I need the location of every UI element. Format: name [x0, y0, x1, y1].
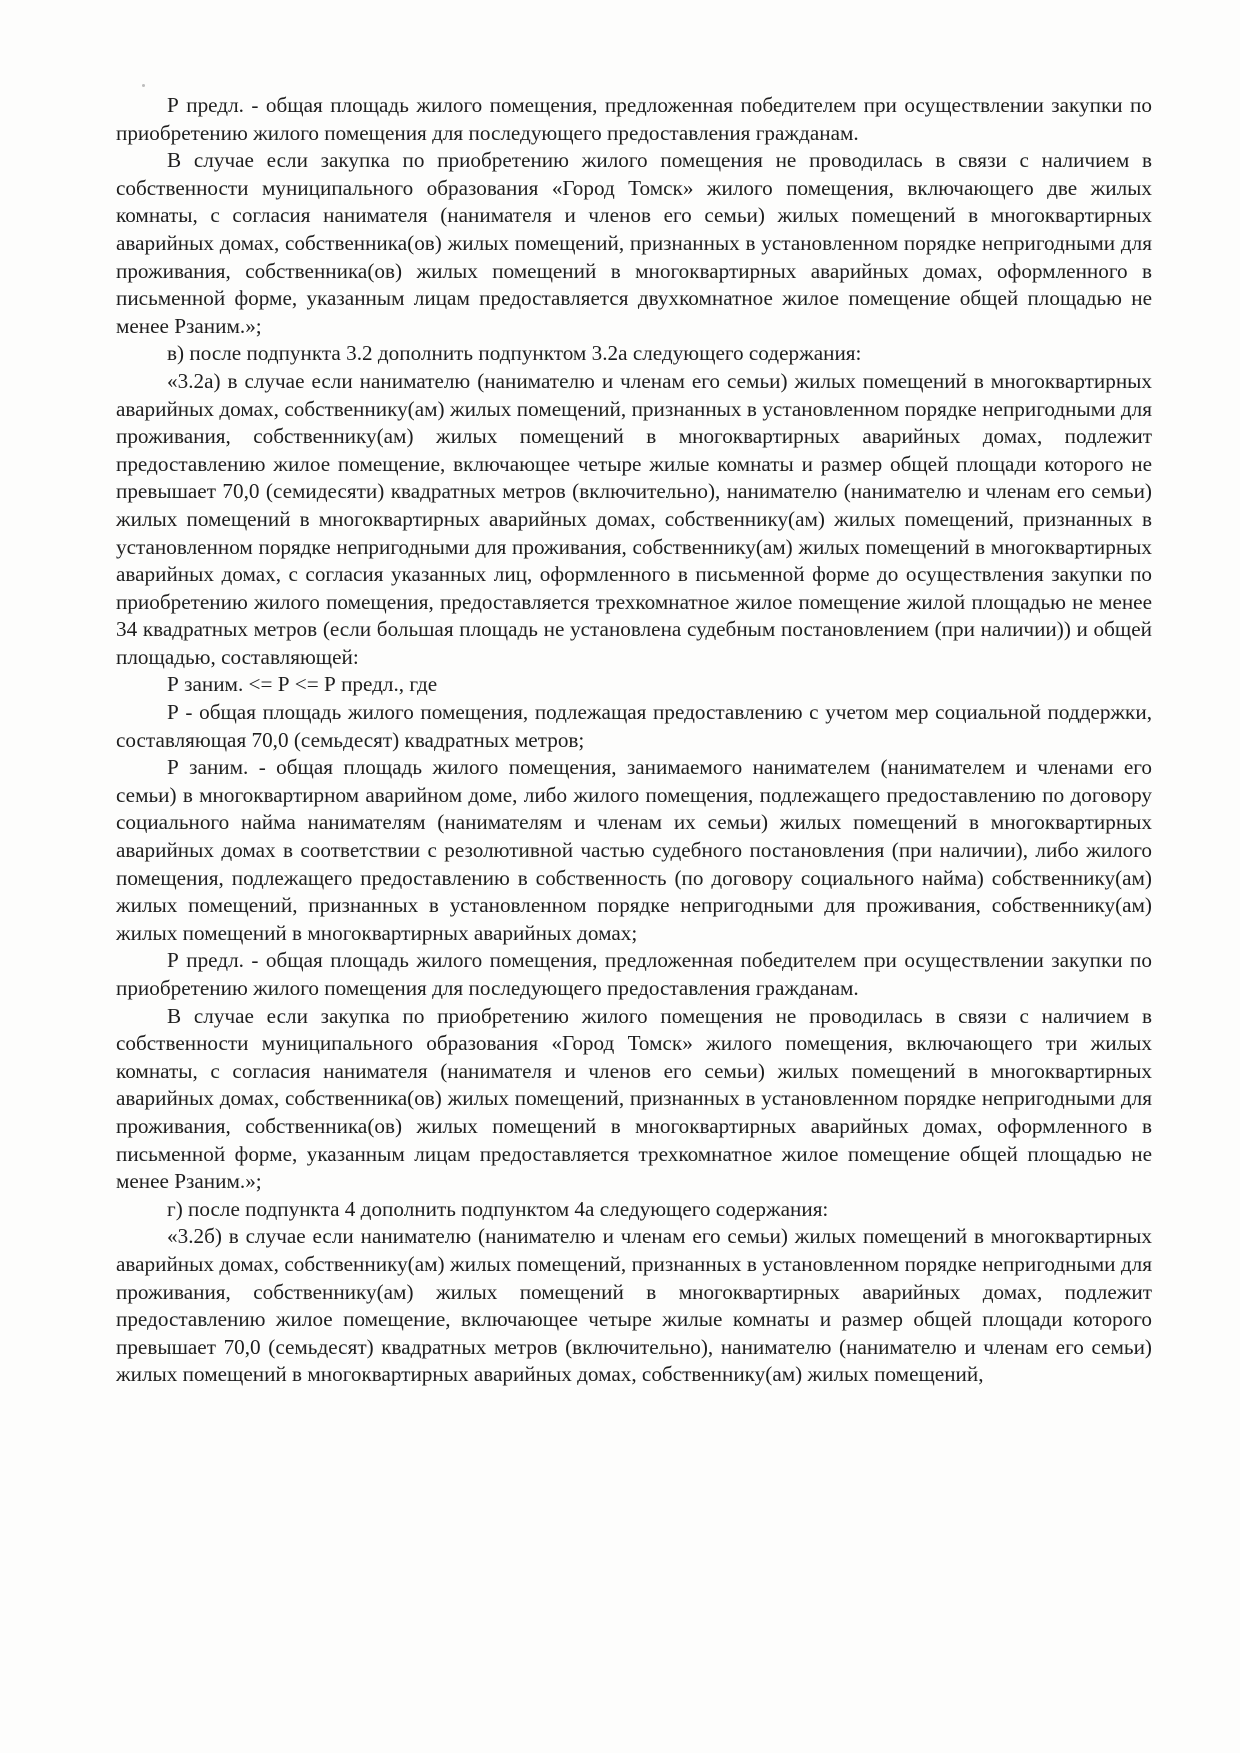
- paragraph-item-g: г) после подпункта 4 дополнить подпунктом 4а следующего содержания:: [167, 1196, 829, 1221]
- paragraph-p-offered-definition-2: Р предл. - общая площадь жилого помещения, предложенная победителем при осуществлении закупки по приобретению жилого помещения для последующего предоставления гражданам.: [116, 948, 1152, 1000]
- paragraph-three-room-case: В случае если закупка по приобретению жилого помещения не проводилась в связи с наличием в собственности муниципального образования «Город Томск» жилого помещения, включающего три жилых комнаты, с согласия нанимателя (нанимателя и членов его семьи) жилых помещений в многоквартирных аварийных домах, собственника(ов) жилых помещений, признанных в установленном порядке непригодными для проживания, собственника(ов) жилых помещений в многоквартирных аварийных домах, оформленного в письменной форме, указанным лицам предоставляется трехкомнатное жилое помещение общей площадью не менее Рзаним.»;: [116, 1003, 1152, 1194]
- scan-speck: [142, 84, 145, 87]
- paragraph-p-definition: Р - общая площадь жилого помещения, подлежащая предоставлению с учетом мер социальной поддержки, составляющая 70,0 (семьдесят) квадратных метров;: [116, 700, 1152, 752]
- paragraph-two-room-case: В случае если закупка по приобретению жилого помещения не проводилась в связи с наличием в собственности муниципального образования «Город Томск» жилого помещения, включающего две жилых комнаты, с согласия нанимателя (нанимателя и членов его семьи) жилых помещений в многоквартирных аварийных домах, собственника(ов) жилых помещений, признанных в установленном порядке непригодными для проживания, собственника(ов) жилых помещений в многоквартирных аварийных домах, оформленного в письменной форме, указанным лицам предоставляется двухкомнатное жилое помещение общей площадью не менее Рзаним.»;: [116, 148, 1152, 338]
- paragraph-subitem-3-2b: «3.2б) в случае если нанимателю (нанимателю и членам его семьи) жилых помещений в многоквартирных аварийных домах, собственнику(ам) жилых помещений, признанных в установленном порядке непригодными для проживания, собственнику(ам) жилых помещений в многоквартирных аварийных домах, подлежит предоставлению жилое помещение, включающее четыре жилые комнаты и размер общей площади которого превышает 70,0 (семьдесят) квадратных метров (включительно), нанимателю (нанимателю и членам его семьи) жилых помещений в многоквартирных аварийных домах, собственнику(ам) жилых помещений,: [116, 1224, 1152, 1387]
- paragraph-item-v: в) после подпункта 3.2 дополнить подпунктом 3.2а следующего содержания:: [167, 341, 862, 366]
- paragraph-p-offered-definition: Р предл. - общая площадь жилого помещения, предложенная победителем при осуществлении закупки по приобретению жилого помещения для последующего предоставления гражданам.: [116, 93, 1152, 145]
- paragraph-formula: Р заним. <= Р <= Р предл., где: [167, 672, 438, 697]
- paragraph-subitem-3-2a: «3.2а) в случае если нанимателю (нанимателю и членам его семьи) жилых помещений в многоквартирных аварийных домах, собственнику(ам) жилых помещений, признанных в установленном порядке непригодными для проживания, собственнику(ам) жилых помещений в многоквартирных аварийных домах, подлежит предоставлению жилое помещение, включающее четыре жилые комнаты и размер общей площади которого не превышает 70,0 (семидесяти) квадратных метров (включительно), нанимателю (нанимателю и членам его семьи) жилых помещений в многоквартирных аварийных домах, собственнику(ам) жилых помещений, признанных в установленном порядке непригодными для проживания, собственнику(ам) жилых помещений в многоквартирных аварийных домах, с согласия указанных лиц, оформленного в письменной форме до осуществления закупки по приобретению жилого помещения, предоставляется трехкомнатное жилое помещение жилой площадью не менее 34 квадратных метров (если большая площадь не установлена судебным постановлением (при наличии)) и общей площадью, составляющей:: [116, 368, 1152, 669]
- paragraph-p-occupied-definition: Р заним. - общая площадь жилого помещения, занимаемого нанимателем (нанимателем и членами его семьи) в многоквартирном аварийном доме, либо жилого помещения, подлежащего предоставлению по договору социального найма нанимателям (нанимателям и членам их семьи) жилых помещений в многоквартирных аварийных домах в соответствии с резолютивной частью судебного постановления (при наличии), либо жилого помещения, подлежащего предоставлению в собственность (по договору социального найма) собственнику(ам) жилых помещений, признанных в установленном порядке непригодными для проживания, собственнику(ам) жилых помещений в многоквартирных аварийных домах;: [116, 755, 1152, 945]
